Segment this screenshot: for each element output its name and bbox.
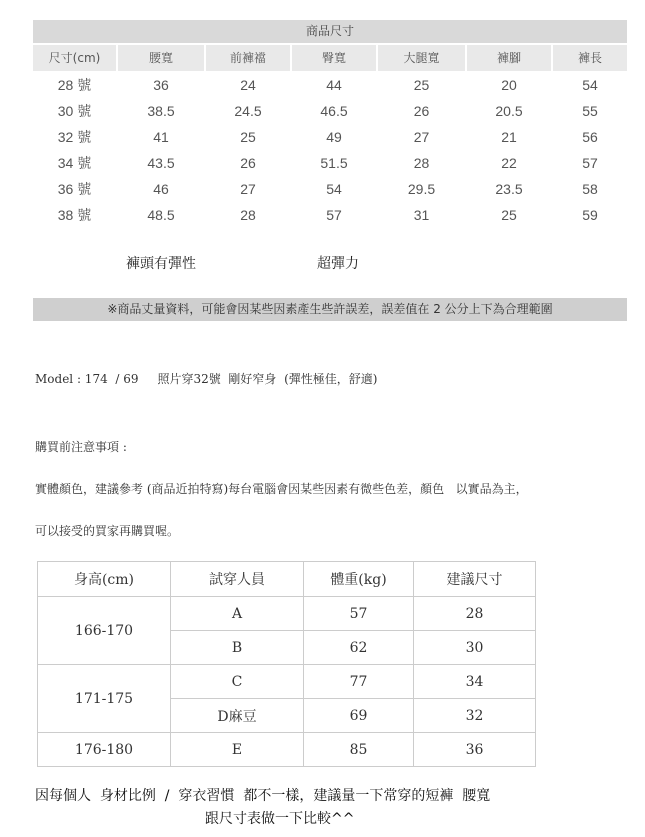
bottom-note-line2: 跟尺寸表做一下比較^^ xyxy=(205,811,355,827)
size-cell: 32 號 xyxy=(57,129,92,145)
size-cell: 51.5 xyxy=(320,155,348,171)
size-cell: 28 xyxy=(413,155,430,171)
fit-table xyxy=(37,561,536,767)
size-cell: 23.5 xyxy=(495,181,523,197)
size-cell: 20 xyxy=(501,77,517,93)
size-cell: 41 xyxy=(153,129,169,145)
fit-col-header: 試穿人員 xyxy=(171,562,304,597)
fit-cell: 30 xyxy=(414,631,536,665)
size-cell: 46 xyxy=(153,181,169,197)
fit-col-header: 身高(cm) xyxy=(38,562,171,597)
fit-cell: 57 xyxy=(304,597,414,631)
size-cell: 55 xyxy=(582,103,598,119)
fit-cell: 36 xyxy=(414,733,536,767)
fit-cell: 28 xyxy=(414,597,536,631)
size-col-header: 尺寸(cm) xyxy=(33,45,116,71)
size-cell: 38 號 xyxy=(57,207,92,223)
model-info: Model : 174 / 69 照片穿32號 剛好窄身 (彈性極佳，舒適) xyxy=(35,372,378,386)
fit-cell: 77 xyxy=(304,665,414,699)
size-row xyxy=(33,98,627,124)
size-cell: 21 xyxy=(501,129,517,145)
size-cell: 25 xyxy=(240,129,256,145)
size-cell: 34 號 xyxy=(57,155,92,171)
size-cell: 25 xyxy=(413,77,430,93)
size-chart-title: 商品尺寸 xyxy=(33,20,627,43)
size-cell: 36 號 xyxy=(57,181,92,197)
size-cell: 27 xyxy=(413,129,430,145)
fit-cell: 85 xyxy=(304,733,414,767)
fit-cell: A xyxy=(171,597,304,631)
size-row xyxy=(33,150,627,176)
size-cell: 44 xyxy=(326,77,342,93)
fit-cell: D麻豆 xyxy=(171,699,304,733)
size-cell: 20.5 xyxy=(495,103,523,119)
size-cell: 25 xyxy=(501,207,517,223)
size-cell: 54 xyxy=(326,181,342,197)
size-cell: 28 xyxy=(240,207,256,223)
fit-cell: B xyxy=(171,631,304,665)
fit-table-header-row xyxy=(38,562,536,597)
size-cell: 30 號 xyxy=(57,103,92,119)
size-cell: 57 xyxy=(582,155,598,171)
size-cell: 36 xyxy=(153,77,169,93)
size-cell: 24.5 xyxy=(234,103,262,119)
size-cell: 54 xyxy=(582,77,598,93)
table-row xyxy=(38,665,536,699)
size-cell: 26 xyxy=(413,103,430,119)
bottom-note-line1: 因每個人 身材比例 / 穿衣習慣 都不一樣，建議量一下常穿的短褲 腰寬 xyxy=(35,788,491,804)
size-chart-header xyxy=(33,45,627,71)
size-cell: 26 xyxy=(240,155,256,171)
table-row xyxy=(38,597,536,631)
size-cell: 38.5 xyxy=(147,103,175,119)
super-stretch-note: 超彈力 xyxy=(317,256,359,272)
fit-cell: 62 xyxy=(304,631,414,665)
fit-cell: 34 xyxy=(414,665,536,699)
color-notice: 實體顏色，建議參考 (商品近拍特寫)每台電腦會因某些因素有微些色差，顏色 以實品為主， xyxy=(35,482,528,496)
size-col-header: 前褲襠 xyxy=(206,45,290,71)
fit-cell: C xyxy=(171,665,304,699)
size-cell: 59 xyxy=(582,207,598,223)
size-cell: 24 xyxy=(240,77,256,93)
accept-notice: 可以接受的買家再購買喔。 xyxy=(35,524,180,538)
size-cell: 46.5 xyxy=(320,103,348,119)
waistband-elastic-note: 褲頭有彈性 xyxy=(126,256,196,272)
fit-cell: 32 xyxy=(414,699,536,733)
size-col-header: 臀寬 xyxy=(292,45,376,71)
measurement-note-bar: ※商品丈量資料，可能會因某些因素產生些許誤差，誤差值在 2 公分上下為合理範圍 xyxy=(33,298,627,321)
size-col-header: 大腿寬 xyxy=(378,45,465,71)
size-cell: 29.5 xyxy=(407,181,436,197)
height-range-cell: 171-175 xyxy=(38,665,171,733)
size-col-header: 褲長 xyxy=(553,45,627,71)
size-cell: 49 xyxy=(326,129,342,145)
size-cell: 28 號 xyxy=(57,77,92,93)
size-row xyxy=(33,176,627,202)
size-col-header: 腰寬 xyxy=(118,45,204,71)
size-cell: 48.5 xyxy=(147,207,175,223)
size-cell: 57 xyxy=(326,207,342,223)
size-cell: 31 xyxy=(413,207,430,223)
height-range-cell: 166-170 xyxy=(38,597,171,665)
notice-title: 購買前注意事項 : xyxy=(35,440,127,454)
size-cell: 22 xyxy=(501,155,517,171)
size-row xyxy=(33,72,627,98)
size-row xyxy=(33,202,627,228)
fit-cell: E xyxy=(171,733,304,767)
size-cell: 27 xyxy=(240,181,256,197)
table-row xyxy=(38,733,536,767)
size-col-header: 褲腳 xyxy=(467,45,551,71)
fit-cell: 69 xyxy=(304,699,414,733)
fit-col-header: 體重(kg) xyxy=(304,562,414,597)
size-cell: 56 xyxy=(582,129,598,145)
fit-col-header: 建議尺寸 xyxy=(414,562,536,597)
size-cell: 58 xyxy=(582,181,598,197)
size-cell: 43.5 xyxy=(147,155,175,171)
size-row xyxy=(33,124,627,150)
height-range-cell: 176-180 xyxy=(38,733,171,767)
